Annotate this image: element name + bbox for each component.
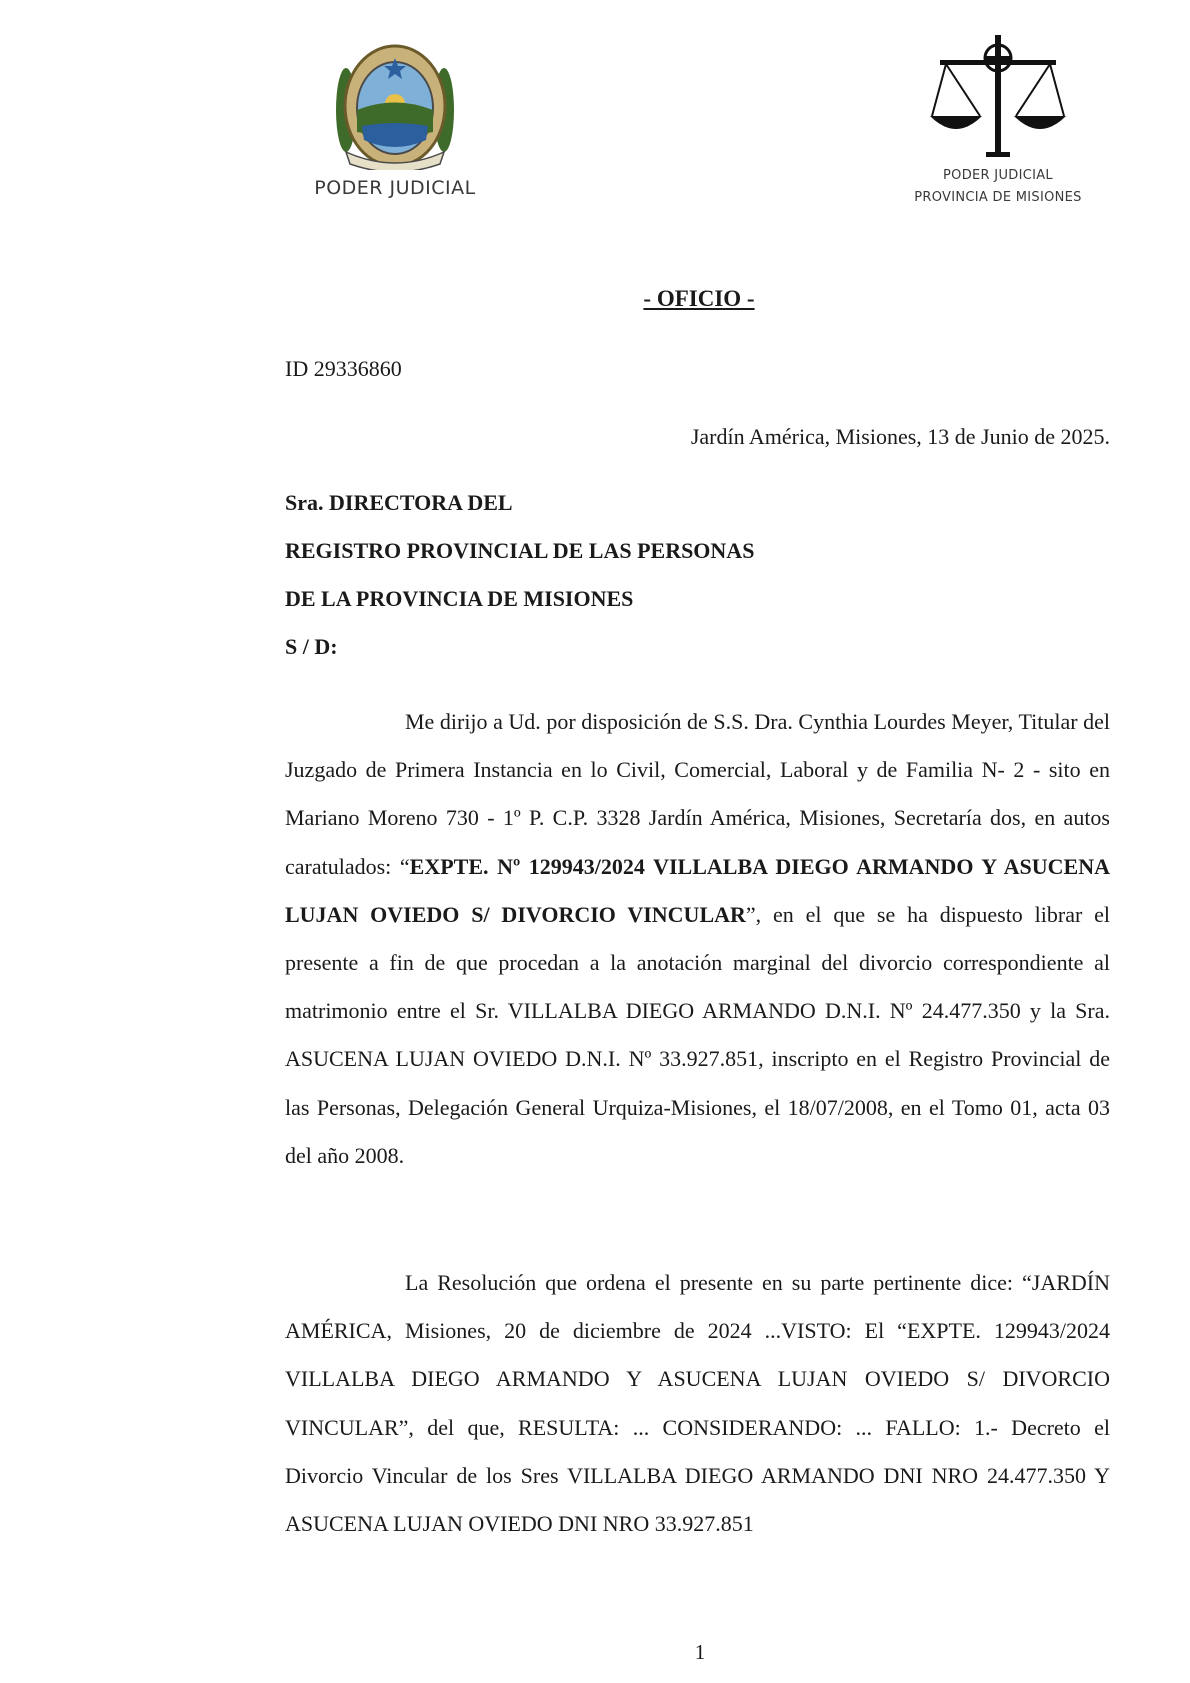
paragraph-2-text: La Resolución que ordena el presente en su parte pertinente dice: “JARDÍN AMÉRICA, Misiones, 20 de diciembre de 2024 ...VISTO: El “EXPTE. 129943/2024 VILLALBA DIEGO ARMANDO Y ASUCENA LUJAN OVIEDO S/ DIVORCIO VINCULAR”, del que, RESULTA: ... CONSIDERANDO: ... FALLO: 1.- Decreto el Divorcio Vincular de los Sres VILLALBA DIEGO ARMANDO DNI NRO 24.477.350 Y ASUCENA LUJAN OVIEDO DNI NRO 33.927.851 xyxy=(285,1270,1110,1537)
left-logo-caption: PODER JUDICIAL xyxy=(314,177,476,199)
provincial-seal-icon xyxy=(332,40,458,170)
addressee-line: S / D: xyxy=(285,634,338,659)
left-logo xyxy=(300,40,490,210)
addressee-line: Sra. DIRECTORA DEL xyxy=(285,490,513,515)
document-title-text: - OFICIO - xyxy=(643,286,755,311)
body-paragraph-2 xyxy=(285,1259,1110,1548)
page-number: 1 xyxy=(694,1640,706,1664)
right-logo-caption-1: PODER JUDICIAL xyxy=(943,168,1053,183)
paragraph-1-rest: ”, en el que se ha dispuesto librar el presente a fin de que procedan a la anotación marginal del divorcio correspondiente al matrimonio entre el Sr. VILLALBA DIEGO ARMANDO D.N.I. Nº 24.477.350 y la Sra. ASUCENA LUJAN OVIEDO D.N.I. Nº 33.927.851, inscripto en el Registro Provincial de las Personas, Delegación General Urquiza-Misiones, el 18/07/2008, en el Tomo 01, acta 03 del año 2008. xyxy=(285,901,1110,1168)
body-paragraph-1 xyxy=(285,698,1110,1180)
case-title: EXPTE. Nº 129943/2024 VILLALBA DIEGO ARMANDO Y ASUCENA LUJAN OVIEDO S/ DIVORCIO VINCULAR xyxy=(285,853,1110,927)
right-logo-caption-2: PROVINCIA DE MISIONES xyxy=(914,190,1082,205)
paragraph-1-intro: Me dirijo a Ud. por disposición de S.S. Dra. Cynthia Lourdes Meyer, Titular del Juzgado de Primera Instancia en lo Civil, Comercial, Laboral y de Familia N- 2 - sito en Mariano Moreno 730 - 1º P. C.P. 3328 Jardín América, Misiones, Secretaría dos, en autos caratulados: “ xyxy=(285,709,1110,879)
document-id: ID 29336860 xyxy=(285,356,402,381)
scales-of-justice-icon xyxy=(928,30,1068,160)
date-line: Jardín América, Misiones, 13 de Junio de 2025. xyxy=(690,424,1110,449)
page-footer xyxy=(0,1640,1190,1665)
right-logo xyxy=(898,30,1098,210)
document-title xyxy=(0,286,1190,312)
addressee-line: DE LA PROVINCIA DE MISIONES xyxy=(285,586,634,611)
addressee-line: REGISTRO PROVINCIAL DE LAS PERSONAS xyxy=(285,538,755,563)
